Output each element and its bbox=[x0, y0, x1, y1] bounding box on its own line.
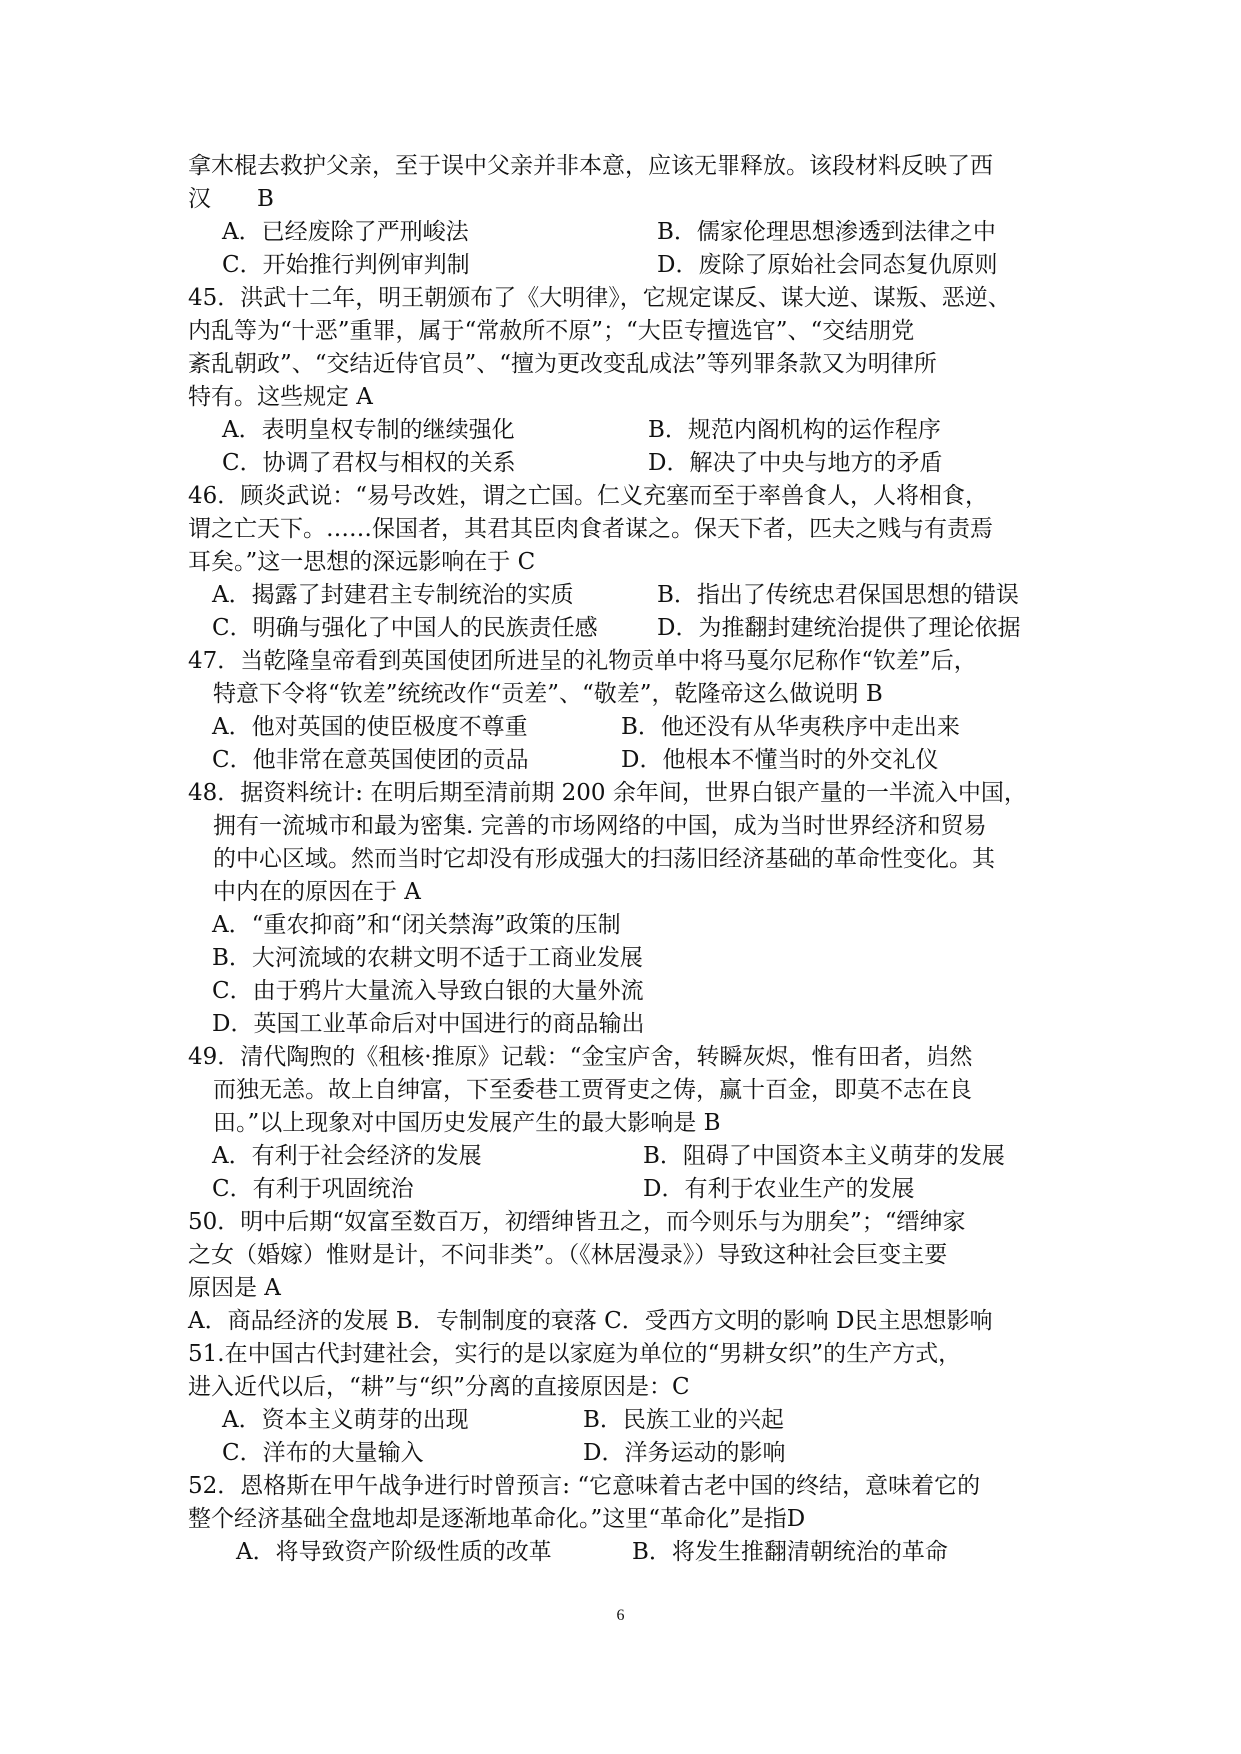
question-48-option-c: C．由于鸦片大量流入导致白银的大量外流 bbox=[212, 978, 644, 1004]
question-44-option-a: A．已经废除了严刑峻法 bbox=[222, 219, 469, 245]
question-47-option-c: C．他非常在意英国使团的贡品 bbox=[212, 747, 529, 773]
question-49-text-line: 田。”以上现象对中国历史发展产生的最大影响是 B bbox=[213, 1110, 721, 1136]
question-46-option-d: D．为推翻封建统治提供了理论依据 bbox=[657, 615, 1021, 641]
question-50-text-line: 原因是 A bbox=[188, 1275, 281, 1301]
question-48-option-b: B．大河流域的农耕文明不适于工商业发展 bbox=[212, 945, 643, 971]
question-45-text-line: 特有。这些规定 A bbox=[188, 384, 373, 410]
question-45-text-line: 紊乱朝政”、“交结近侍官员”、“擅为更改变乱成法”等列罪条款又为明律所 bbox=[188, 351, 937, 377]
question-49-option-d: D．有利于农业生产的发展 bbox=[643, 1176, 915, 1202]
question-52-option-b: B．将发生推翻清朝统治的革命 bbox=[632, 1539, 948, 1565]
question-50-options: A．商品经济的发展 B．专制制度的衰落 C．受西方文明的影响 D民主思想影响 bbox=[188, 1308, 993, 1334]
question-45-option-b: B．规范内阁机构的运作程序 bbox=[648, 417, 941, 443]
question-51-option-a: A．资本主义萌芽的出现 bbox=[222, 1407, 469, 1433]
question-50-text-line: 50．明中后期“奴富至数百万，初缙绅皆丑之，而今则乐与为朋矣”；“缙绅家 bbox=[188, 1209, 966, 1235]
question-45-option-d: D．解决了中央与地方的矛盾 bbox=[648, 450, 943, 476]
question-45-text-line: 45．洪武十二年，明王朝颁布了《大明律》，它规定谋反、谋大逆、谋叛、恶逆、 bbox=[188, 285, 1011, 311]
question-46-text-line: 耳矣。”这一思想的深远影响在于 C bbox=[188, 549, 536, 575]
question-45-text-line: 内乱等为“十恶”重罪，属于“常赦所不原”；“大臣专擅选官”、“交结朋党 bbox=[188, 318, 915, 344]
question-49-option-c: C．有利于巩固统治 bbox=[212, 1176, 414, 1202]
question-49-option-a: A．有利于社会经济的发展 bbox=[212, 1143, 482, 1169]
question-52-text-line: 52．恩格斯在甲午战争进行时曾预言: “它意味着古老中国的终结，意味着它的 bbox=[188, 1473, 981, 1499]
question-52-text-line: 整个经济基础全盘地却是逐渐地革命化。”这里“革命化”是指D bbox=[188, 1506, 806, 1532]
question-49-option-b: B．阻碍了中国资本主义萌芽的发展 bbox=[643, 1143, 1005, 1169]
question-44-option-c: C．开始推行判例审判制 bbox=[222, 252, 470, 278]
question-47-text-line: 47．当乾隆皇帝看到英国使团所进呈的礼物贡单中将马戛尔尼称作“钦差”后， bbox=[188, 648, 977, 674]
question-46-option-a: A．揭露了封建君主专制统治的实质 bbox=[212, 582, 574, 608]
question-45-option-c: C．协调了君权与相权的关系 bbox=[222, 450, 516, 476]
question-46-option-b: B．指出了传统忠君保国思想的错误 bbox=[657, 582, 1019, 608]
question-48-text-line: 中内在的原因在于 A bbox=[213, 879, 421, 905]
question-46-option-c: C．明确与强化了中国人的民族责任感 bbox=[212, 615, 598, 641]
question-44-option-d: D．废除了原始社会同态复仇原则 bbox=[657, 252, 998, 278]
question-47-option-b: B．他还没有从华夷秩序中走出来 bbox=[621, 714, 960, 740]
question-48-text-line: 拥有一流城市和最为密集. 完善的市场网络的中国，成为当时世界经济和贸易 bbox=[213, 813, 987, 839]
question-51-text-line: 进入近代以后，“耕”与“织”分离的直接原因是：C bbox=[188, 1374, 690, 1400]
question-44-option-b: B．儒家伦理思想渗透到法律之中 bbox=[657, 219, 996, 245]
question-48-option-d: D．英国工业革命后对中国进行的商品输出 bbox=[212, 1011, 645, 1037]
question-47-text-line: 特意下令将“钦差”统统改作“贡差”、“敬差”，乾隆帝这么做说明 B bbox=[213, 681, 883, 707]
question-44-text-line: 拿木棍去救护父亲，至于误中父亲并非本意，应该无罪释放。该段材料反映了西 bbox=[188, 153, 993, 179]
question-51-option-b: B．民族工业的兴起 bbox=[583, 1407, 784, 1433]
question-49-text-line: 而独无恙。故上自绅富，下至委巷工贾胥吏之俦，赢十百金，即莫不志在良 bbox=[213, 1077, 972, 1103]
question-51-text-line: 51.在中国古代封建社会，实行的是以家庭为单位的“男耕女织”的生产方式， bbox=[188, 1341, 962, 1367]
question-44-text-line: 汉 B bbox=[188, 186, 274, 212]
question-51-option-d: D．洋务运动的影响 bbox=[583, 1440, 786, 1466]
question-46-text-line: 46．顾炎武说：“易号改姓，谓之亡国。仁义充塞而至于率兽食人，人将相食， bbox=[188, 483, 989, 509]
question-52-option-a: A．将导致资产阶级性质的改革 bbox=[236, 1539, 552, 1565]
question-48-text-line: 的中心区域。然而当时它却没有形成强大的扫荡旧经济基础的革命性变化。其 bbox=[213, 846, 995, 872]
question-45-option-a: A．表明皇权专制的继续强化 bbox=[222, 417, 515, 443]
question-49-text-line: 49．清代陶煦的《租核·推原》记载：“金宝庐舍，转瞬灰烬，惟有田者，岿然 bbox=[188, 1044, 973, 1070]
question-51-option-c: C．洋布的大量输入 bbox=[222, 1440, 424, 1466]
question-46-text-line: 谓之亡天下。……保国者，其君其臣肉食者谋之。保天下者，匹夫之贱与有责焉 bbox=[188, 516, 993, 542]
question-50-text-line: 之女（婚嫁）惟财是计，不问非类”。（《林居漫录》）导致这种社会巨变主要 bbox=[188, 1242, 948, 1268]
page-number: 6 bbox=[616, 1607, 625, 1624]
question-47-option-a: A．他对英国的使臣极度不尊重 bbox=[212, 714, 528, 740]
question-47-option-d: D．他根本不懂当时的外交礼仪 bbox=[621, 747, 939, 773]
question-48-text-line: 48．据资料统计: 在明后期至清前期 200 余年间，世界白银产量的一半流入中国， bbox=[188, 780, 1027, 806]
question-48-option-a: A．“重农抑商”和“闭关禁海”政策的压制 bbox=[212, 912, 621, 938]
